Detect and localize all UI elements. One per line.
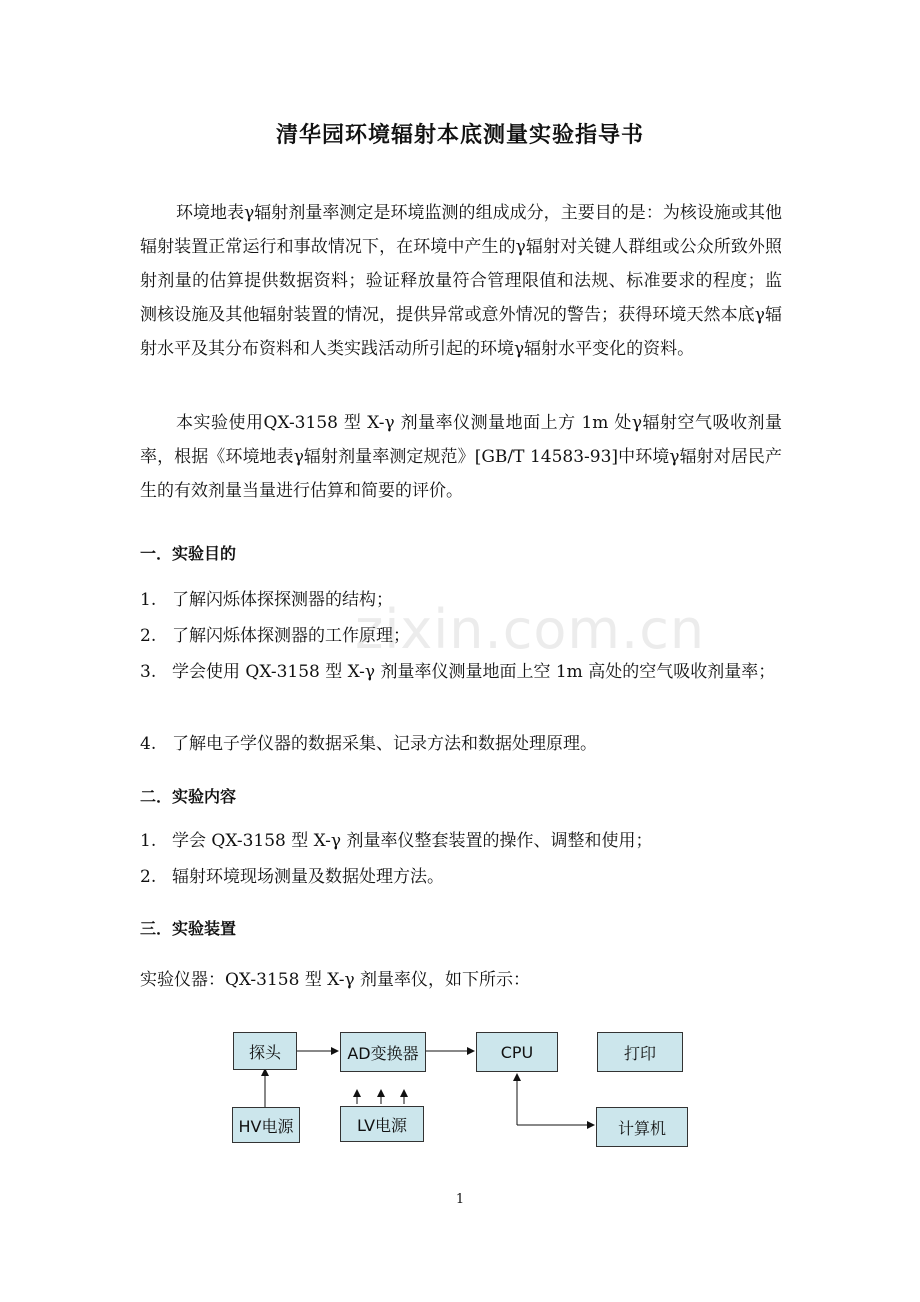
list-item-text: 辐射环境现场测量及数据处理方法。 [172, 867, 444, 887]
print-box: 打印 [597, 1032, 683, 1072]
section-heading-apparatus: 三．实验装置 [140, 919, 237, 938]
adc-box: AD变换器 [340, 1032, 426, 1072]
list-item-text: 了解闪烁体探测器的工作原理； [172, 626, 410, 646]
cpu-box: CPU [476, 1032, 558, 1072]
computer-box: 计算机 [596, 1107, 688, 1147]
list-item-text: 了解电子学仪器的数据采集、记录方法和数据处理原理。 [172, 734, 597, 754]
intro-paragraph-2: 本实验使用QX-3158 型 X-γ 剂量率仪测量地面上方 1m 处γ辐射空气吸收剂量率，根据《环境地表γ辐射剂量率测定规范》[GB/T 14583-93]中环境γ辐射对居民产生的有效剂量当量进行估算和简要的评价。 [140, 413, 782, 501]
list-item-text: 学会 QX-3158 型 X-γ 剂量率仪整套装置的操作、调整和使用； [172, 831, 653, 851]
lv-power-box: LV电源 [340, 1106, 424, 1142]
list-item-text: 学会使用 QX-3158 型 X-γ 剂量率仪测量地面上空 1m 高处的空气吸收剂量率； [172, 662, 776, 682]
list-item-number: 3. [140, 662, 157, 682]
hv-power-box: HV电源 [232, 1107, 300, 1143]
list-item-number: 2. [140, 867, 157, 887]
list-item-number: 1. [140, 590, 157, 610]
instrument-line: 实验仪器：QX-3158 型 X-γ 剂量率仪，如下所示： [140, 970, 531, 990]
intro-paragraph-1: 环境地表γ辐射剂量率测定是环境监测的组成成分，主要目的是：为核设施或其他辐射装置正常运行和事故情况下，在环境中产生的γ辐射对关键人群组或公众所致外照射剂量的估算提供数据资料；验证释放量符合管理限值和法规、标准要求的程度；监测核设施及其他辐射装置的情况，提供异常或意外情况的警告；获得环境天然本底γ辐射水平及其分布资料和人类实践活动所引起的环境γ辐射水平变化的资料。 [140, 203, 782, 359]
list-item-text: 了解闪烁体探探测器的结构； [172, 590, 393, 610]
section-heading-purpose: 一．实验目的 [140, 544, 237, 563]
list-item-number: 2. [140, 626, 157, 646]
watermark: zixin.com.cn [355, 598, 706, 661]
page-number: 1 [455, 1192, 465, 1207]
list-item-number: 4. [140, 734, 157, 754]
list-item-number: 1. [140, 831, 157, 851]
section-heading-content: 二．实验内容 [140, 787, 237, 806]
probe-box: 探头 [233, 1032, 297, 1070]
page-title: 清华园环境辐射本底测量实验指导书 [275, 123, 644, 148]
